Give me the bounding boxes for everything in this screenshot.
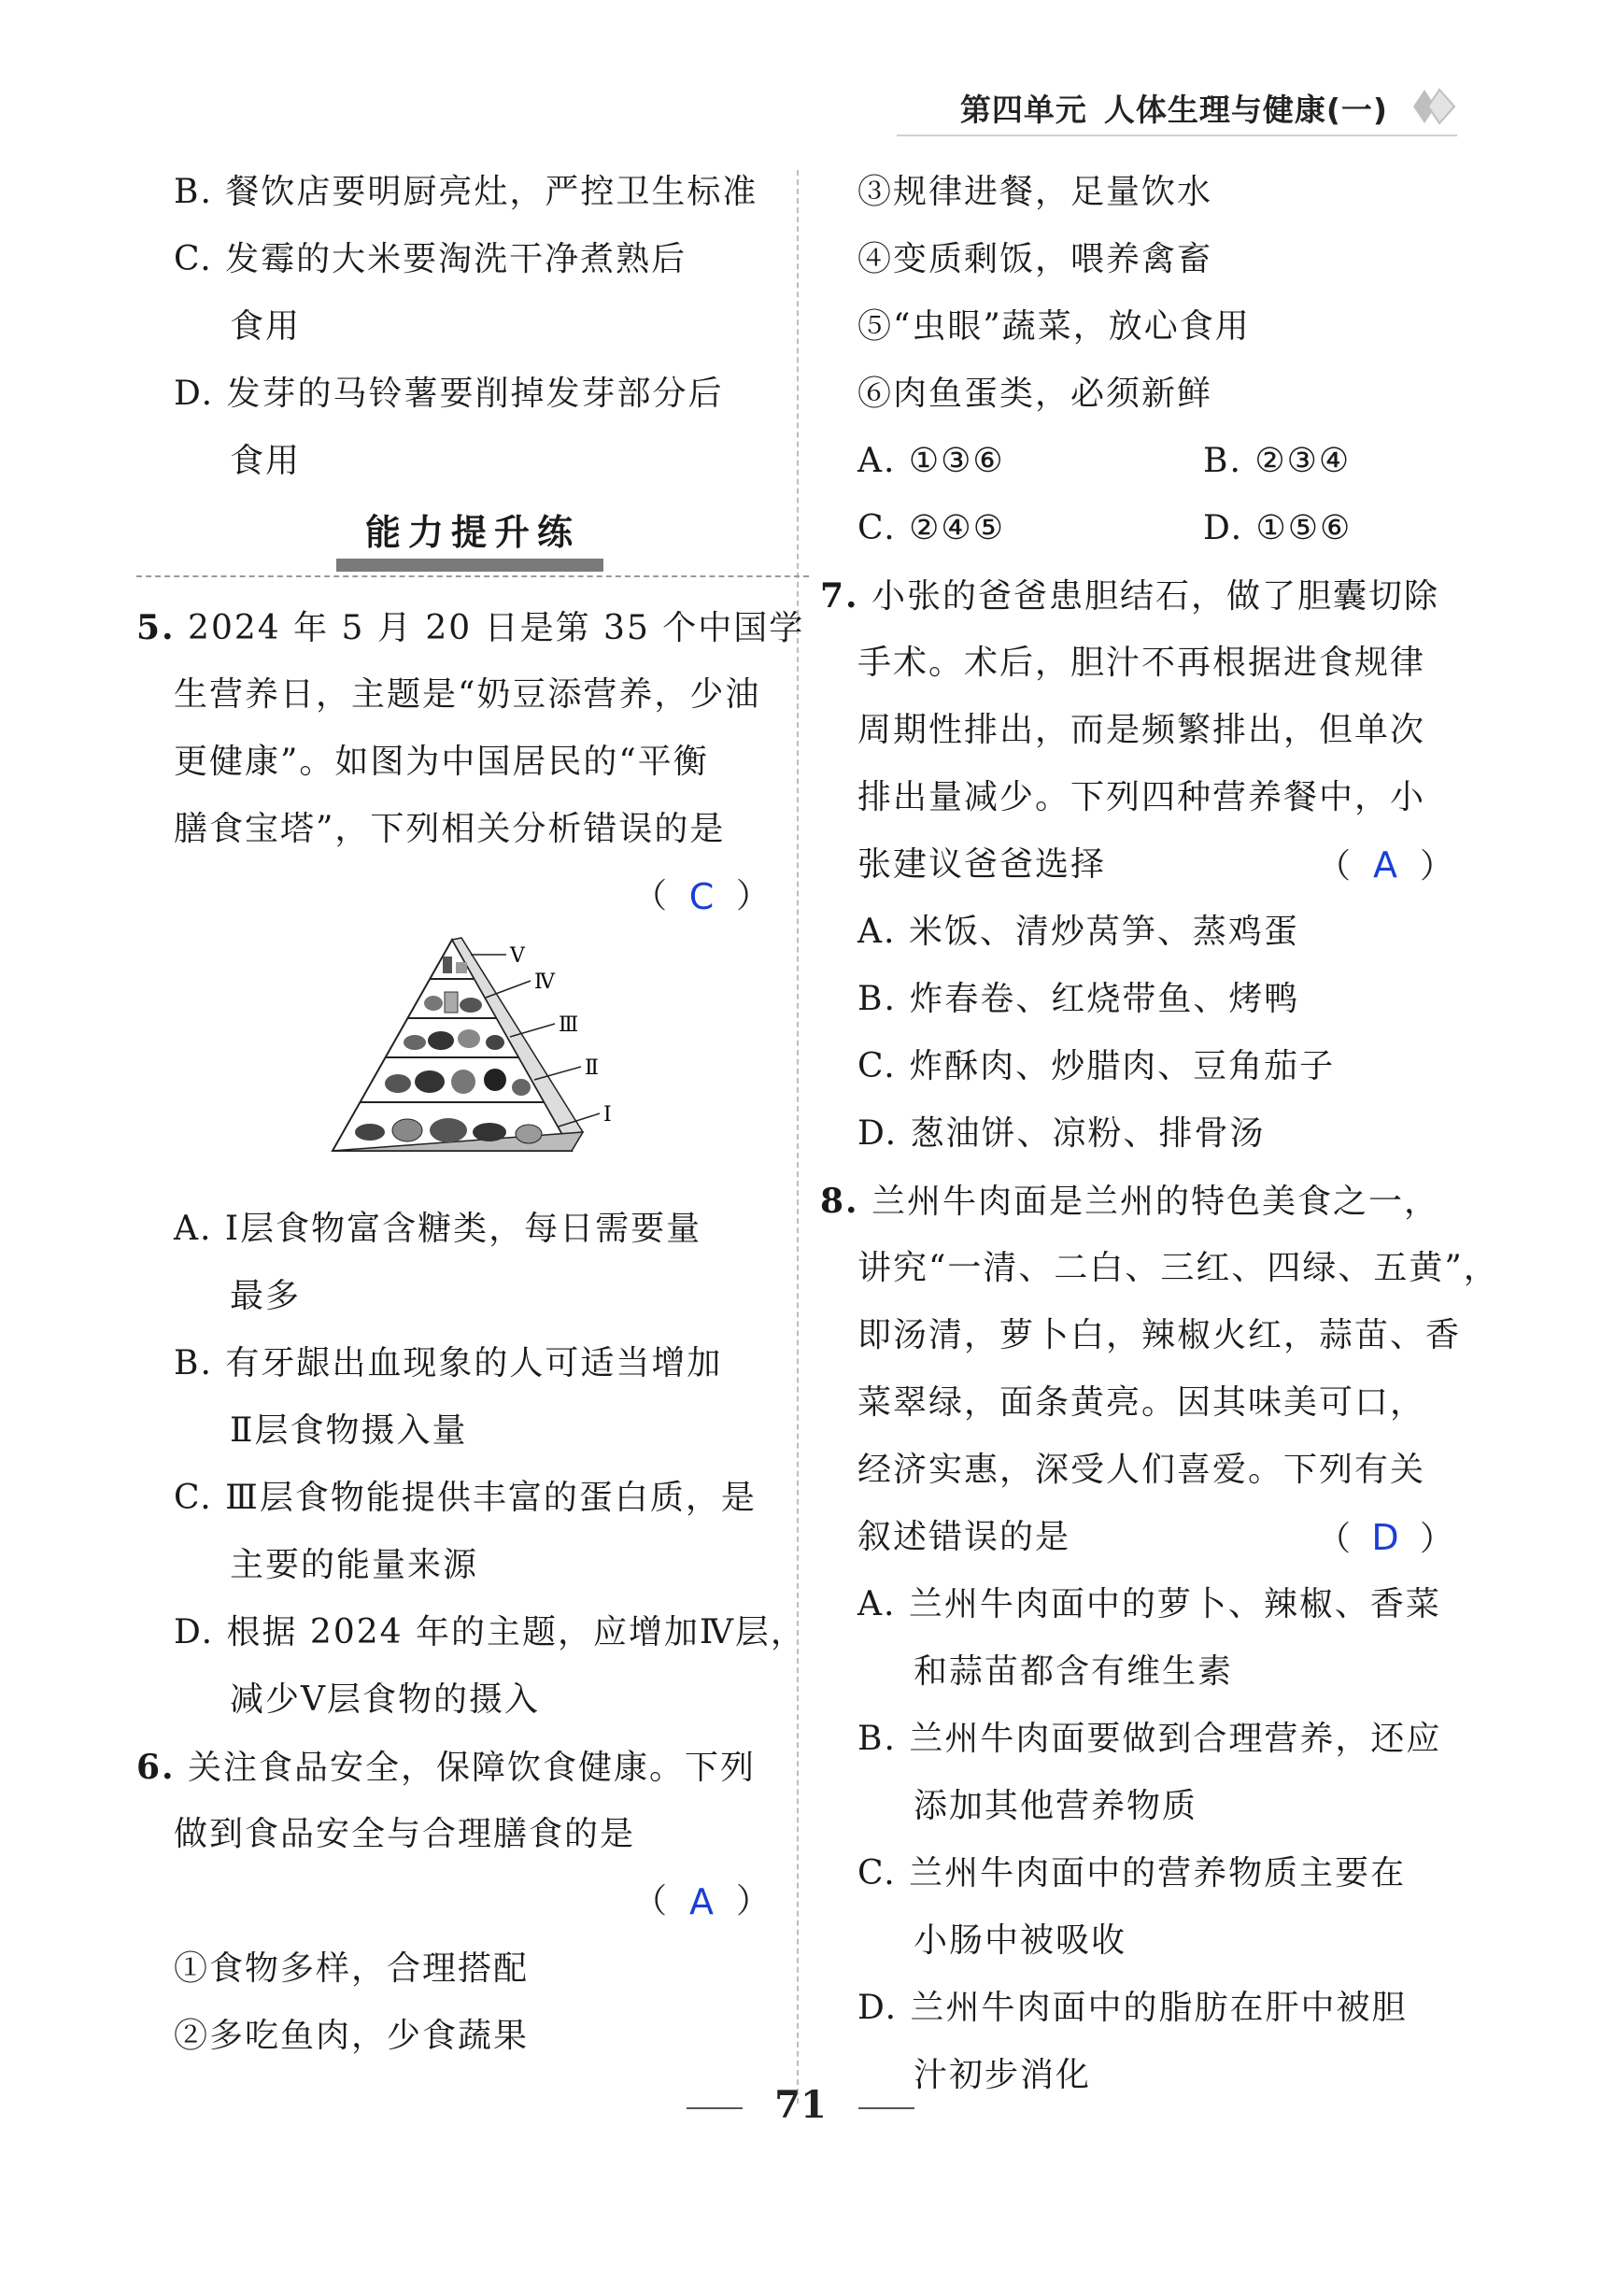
q5-stem-3: 更健康”。如图为中国居民的“平衡 [174,743,709,781]
q6-option-b: B. ②③④ [1203,442,1352,480]
q7-paren-close: ） [1419,847,1455,886]
page-number: 71 [774,2083,827,2127]
question-7 [820,562,1455,1168]
q7-option-b: B. 炸春卷、红烧带鱼、烤鸭 [857,980,1300,1018]
q6-option-a: A. ①③⑥ [857,442,1005,480]
q6-item-5: ⑤“虫眼”蔬菜，放心食用 [857,307,1251,346]
q7-paren-open: （ [1316,847,1353,886]
q8-paren-close: ） [1419,1520,1455,1558]
food-pyramid-diagram [314,934,650,1186]
q5-option-a: A. Ⅰ层食物富含糖类，每日需要量 [174,1210,702,1248]
q5-stem-1: 2024 年 5 月 20 日是第 35 个中国学 [188,609,805,647]
q8-option-c: C. 兰州牛肉面中的营养物质主要在 [857,1854,1407,1892]
pyramid-label-ii: Ⅱ [585,1056,601,1080]
q6-stem-1: 关注食品安全，保障饮食健康。下列 [188,1749,757,1787]
q7-option-c: C. 炸酥肉、炒腊肉、豆角茄子 [857,1047,1336,1085]
q8-option-b: B. 兰州牛肉面要做到合理营养，还应 [857,1720,1442,1758]
q5-option-b-cont: Ⅱ层食物摄入量 [230,1411,468,1450]
q6-item-6: ⑥肉鱼蛋类，必须新鲜 [857,375,1213,413]
q8-option-a-cont: 和蒜苗都含有维生素 [914,1652,1234,1691]
q6-number: 6. [136,1748,176,1787]
q5-option-a-cont: 最多 [230,1277,302,1315]
q5-option-b: B. 有牙龈出血现象的人可适当增加 [174,1344,723,1382]
q6-answer-line [174,1868,772,1935]
q5-answer: C [688,876,716,917]
q7-stem-1: 小张的爸爸患胆结石，做了胆囊切除 [871,577,1440,616]
q5-answer-line [174,863,772,930]
q5-stem-4: 膳食宝塔”，下列相关分析错误的是 [174,810,726,848]
q7-option-a: A. 米饭、清炒莴笋、蒸鸡蛋 [857,913,1299,951]
column-divider [797,170,799,2104]
q6-item-3: ③规律进餐，足量饮水 [857,173,1213,211]
q5-option-d: D. 根据 2024 年的主题，应增加Ⅳ层， [174,1613,806,1651]
q6-stem-2: 做到食品安全与合理膳食的是 [174,1815,636,1853]
q5-paren-close: ） [735,877,772,915]
q5-paren-open: （ [632,877,669,915]
q8-option-d: D. 兰州牛肉面中的脂肪在肝中被胆 [857,1989,1408,2027]
q5-option-c: C. Ⅲ层食物能提供丰富的蛋白质，是 [174,1479,757,1517]
q7-answer-line [1317,831,1455,899]
section-title: 能力提升练 [364,512,580,553]
q8-stem-6: 叙述错误的是 [857,1518,1071,1556]
header-unit: 第四单元 [959,92,1087,128]
q5-number: 5. [136,608,176,647]
q8-answer: D [1371,1517,1401,1558]
q8-stem-1: 兰州牛肉面是兰州的特色美食之一， [871,1183,1440,1221]
q7-option-d: D. 葱油饼、凉粉、排骨汤 [857,1114,1266,1153]
q8-stem-3: 即汤清，萝卜白，辣椒火红，蒜苗、香 [857,1316,1462,1354]
q7-stem-2: 手术。术后，胆汁不再根据进食规律 [857,644,1426,682]
q6-option-d: D. ①⑤⑥ [1203,509,1353,547]
pyramid-label-i: I [603,1103,614,1127]
q8-stem-4: 菜翠绿，面条黄亮。因其味美可口， [857,1383,1426,1422]
page-footer [0,2083,1601,2127]
q5-option-d-cont: 减少Ⅴ层食物的摄入 [230,1680,540,1719]
header-diamond-icon [1411,84,1456,129]
q6-paren-open: （ [632,1882,669,1920]
q4-option-b: B. 餐饮店要明厨亮灶，严控卫生标准 [174,173,758,211]
section-header [174,504,772,594]
q7-number: 7. [820,576,859,616]
header-title: 人体生理与健康(一) [1103,92,1388,128]
oil-bottle-shape [443,957,452,973]
q4-option-d-cont: 食用 [230,442,302,480]
footer-dash-left [687,2107,743,2109]
q6-item-1: ①食物多样，合理搭配 [174,1949,530,1988]
q6-paren-close: ） [735,1882,772,1920]
q6-option-c: C. ②④⑤ [857,509,1005,547]
question-5 [136,594,806,1734]
q8-stem-5: 经济实惠，深受人们喜爱。下列有关 [857,1451,1426,1489]
q8-option-a: A. 兰州牛肉面中的萝卜、辣椒、香菜 [857,1585,1441,1623]
q8-option-d-cont: 汁初步消化 [914,2056,1092,2094]
left-column [136,159,806,2070]
q6-answer: A [688,1881,715,1922]
q6-item-4: ④变质剩饭，喂养禽畜 [857,240,1213,278]
section-dashed-rule [136,575,809,577]
q4-option-c-cont: 食用 [230,307,302,346]
pyramid-label-iii: Ⅲ [559,1013,581,1037]
q7-stem-4: 排出量减少。下列四种营养餐中，小 [857,778,1426,816]
q7-stem-3: 周期性排出，而是频繁排出，但单次 [857,711,1426,749]
q4-option-c: C. 发霉的大米要淘洗干净煮熟后 [174,240,687,278]
q4-option-d: D. 发芽的马铃薯要削掉发芽部分后 [174,375,724,413]
q7-stem-5: 张建议爸爸选择 [857,845,1107,884]
q7-answer: A [1372,844,1399,886]
food-pyramid-figure [174,934,772,1188]
q5-option-c-cont: 主要的能量来源 [230,1546,479,1584]
page-header [960,86,1450,130]
right-column [820,159,1499,2109]
section-title-bar [336,559,603,572]
q5-stem-2: 生营养日，主题是“奶豆添营养，少油 [174,675,761,714]
q8-paren-open: （ [1316,1520,1353,1558]
q8-option-c-cont: 小肠中被吸收 [914,1921,1127,1960]
q8-number: 8. [820,1182,859,1221]
question-6 [136,1734,772,2070]
q8-answer-line [1317,1504,1455,1571]
pyramid-label-iv: Ⅳ [534,971,557,994]
question-8 [820,1168,1499,2109]
pyramid-label-v: V [510,944,527,968]
q6-item-2: ②多吃鱼肉，少食蔬果 [174,2017,530,2055]
footer-dash-right [858,2107,914,2109]
q8-option-b-cont: 添加其他营养物质 [914,1787,1198,1825]
q8-stem-2: 讲究“一清、二白、三红、四绿、五黄”， [857,1249,1499,1287]
header-rule [897,135,1457,136]
